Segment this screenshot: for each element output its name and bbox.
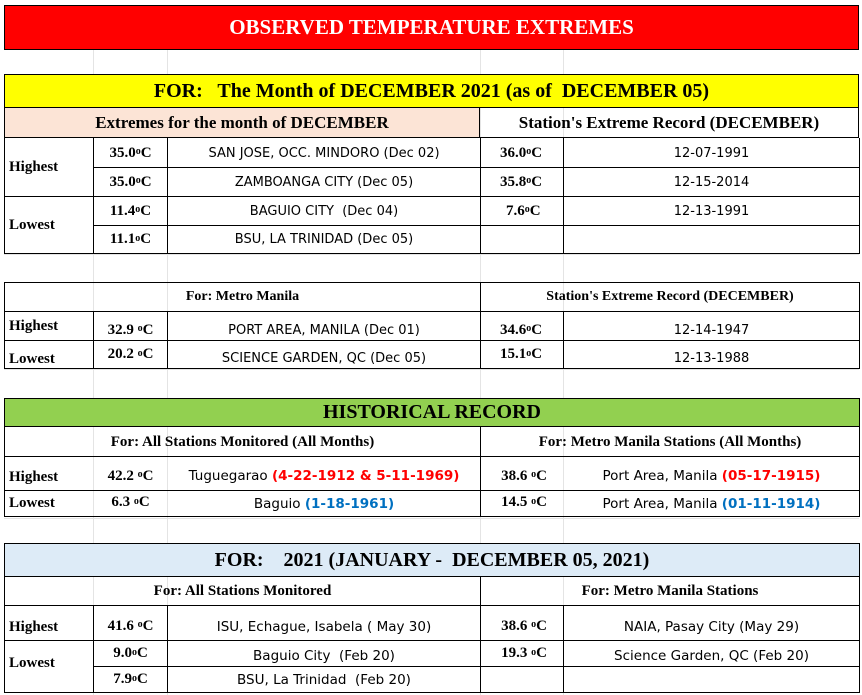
s2-row0-station: PORT AREA, MANILA (Dec 01) xyxy=(228,322,420,338)
s4-row1-value: 9.0 $^o$ C xyxy=(113,645,148,661)
s2-row1-label: Lowest xyxy=(9,350,55,367)
s3-row0-mm-station: Port Area, Manila (05-17-1915) xyxy=(602,468,821,484)
s1-lowest-label: Lowest xyxy=(9,216,55,233)
s1-row3-value: 11.1 $^o$ C xyxy=(109,231,152,247)
s1-row2-value: 11.4 $^o$ C xyxy=(109,202,152,219)
s4-row0-value: 41.6 $^o$ C xyxy=(107,617,154,634)
page-title xyxy=(4,5,859,50)
s3-row0-value: 42.2 $^o$ C xyxy=(107,467,154,484)
s1-row1-station: ZAMBOANGA CITY (Dec 05) xyxy=(234,174,414,190)
s4-row2-value: 7.9 $^o$ C xyxy=(113,671,148,687)
s1-right-header: Station's Extreme Record (DECEMBER) xyxy=(480,108,859,138)
s1-left-header: Extremes for the month of DECEMBER xyxy=(4,108,480,138)
s1-row0-station: SAN JOSE, OCC. MINDORO (Dec 02) xyxy=(208,145,440,161)
s2-row1-record: 15.1 $^o$ C xyxy=(500,346,543,362)
s3-right-header: For: Metro Manila Stations (All Months) xyxy=(538,433,802,450)
s2-row1-value: 20.2 $^o$ C xyxy=(107,346,154,362)
s2-row1-date: 12-13-1988 xyxy=(673,351,750,366)
s3-row1-mm-value: 14.5 $^o$ C xyxy=(501,494,547,510)
s2-left-header: For: Metro Manila xyxy=(185,289,300,304)
s2-row0-record: 34.6 $^o$ C xyxy=(500,321,543,338)
s4-lowest-label: Lowest xyxy=(9,654,55,671)
s4-right-header: For: Metro Manila Stations xyxy=(581,583,759,599)
s4-row2-station: BSU, La Trinidad (Feb 20) xyxy=(237,671,411,688)
s1-row0-value: 35.0 $^o$ C xyxy=(109,144,152,161)
s3-left-header: For: All Stations Monitored (All Months) xyxy=(110,433,375,450)
s1-row2-record: 7.6 $^o$ C xyxy=(506,202,541,219)
s3-row1-station: Baguio (1-18-1961) xyxy=(253,495,395,512)
s3-row1-label: Lowest xyxy=(9,495,55,511)
s1-row2-station: BAGUIO CITY (Dec 04) xyxy=(249,203,399,219)
s4-row1-mm-station: Science Garden, QC (Feb 20) xyxy=(614,647,809,664)
s3-row0-mm-value: 38.6 $^o$ C xyxy=(501,467,547,484)
hist-banner: HISTORICAL RECORD xyxy=(4,398,860,427)
s1-row1-value: 35.0 $^o$ C xyxy=(109,173,152,190)
s4-left-header: For: All Stations Monitored xyxy=(153,583,332,599)
s3-row0-label: Highest xyxy=(9,468,59,485)
s2-row0-value: 32.9 $^o$ C xyxy=(107,321,154,338)
s4-row0-mm-value: 38.6 $^o$ C xyxy=(501,617,547,634)
s4-row0-station: ISU, Echague, Isabela ( May 30) xyxy=(216,619,432,635)
s2-row0-date: 12-14-1947 xyxy=(673,322,750,338)
s4-row0-mm-station: NAIA, Pasay City (May 29) xyxy=(623,619,800,635)
s3-row0-station: Tuguegarao (4-22-1912 & 5-11-1969) xyxy=(188,468,460,484)
s4-highest-label: Highest xyxy=(9,618,59,635)
s1-row2-date: 12-13-1991 xyxy=(673,203,750,219)
month-banner-text: FOR: The Month of DECEMBER 2021 (as of DECEMBER 05) xyxy=(153,79,710,102)
s1-row0-date: 12-07-1991 xyxy=(673,145,750,161)
s1-row1-record: 35.8 $^o$ C xyxy=(500,173,543,190)
month-banner xyxy=(4,74,859,108)
s2-row1-station: SCIENCE GARDEN, QC (Dec 05) xyxy=(221,351,427,366)
s1-row1-date: 12-15-2014 xyxy=(673,174,750,190)
s2-row0-label: Highest xyxy=(9,317,59,334)
s3-row1-value: 6.3 $^o$ C xyxy=(111,494,150,510)
page-title-text: OBSERVED TEMPERATURE EXTREMES xyxy=(229,15,634,39)
s2-right-header: Station's Extreme Record (DECEMBER) xyxy=(546,289,794,304)
s1-highest-label: Highest xyxy=(9,159,59,175)
s1-row0-record: 36.0 $^o$ C xyxy=(500,144,543,161)
s1-row3-station: BSU, LA TRINIDAD (Dec 05) xyxy=(234,232,414,247)
s4-row1-station: Baguio City (Feb 20) xyxy=(253,647,395,664)
s4-row1-mm-value: 19.3 $^o$ C xyxy=(501,645,547,661)
s3-row1-mm-station: Port Area, Manila (01-11-1914) xyxy=(602,495,821,512)
year-banner: FOR: 2021 (JANUARY - DECEMBER 05, 2021) xyxy=(4,543,860,577)
